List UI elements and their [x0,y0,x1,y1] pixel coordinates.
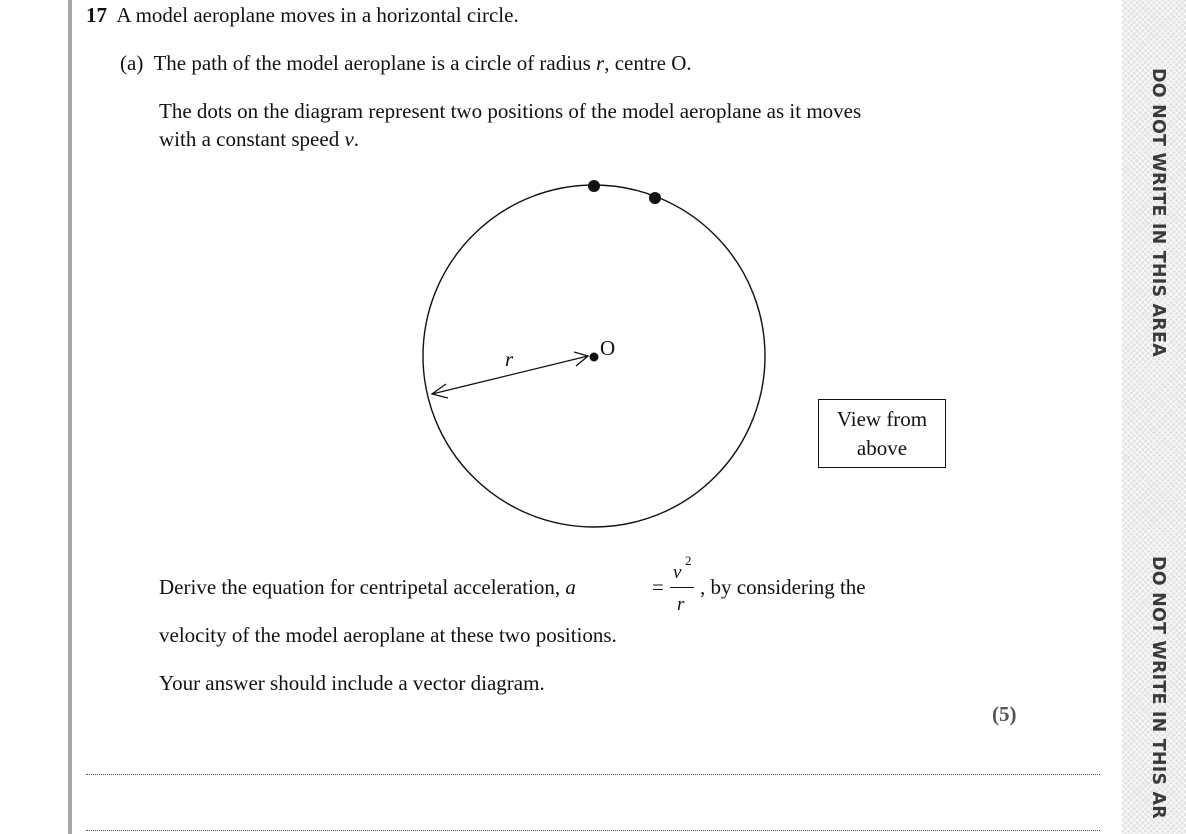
paragraph-line-2-post: . [353,127,360,151]
question-number: 17 [86,3,107,27]
paragraph-line-2-pre: with a constant speed [159,127,345,151]
answer-line-1[interactable] [86,774,1100,775]
derive-equals: = [652,575,664,599]
fraction-exponent: 2 [685,553,692,568]
do-not-write-warning-bottom: DO NOT WRITE IN THIS AR [1148,556,1168,819]
derive-line-2: velocity of the model aeroplane at these two positions. [159,623,617,647]
view-label-line-1: View from [836,407,928,431]
part-a-var-r: r [596,51,605,75]
fraction-denominator: r [677,594,685,615]
derive-text-pre: Derive the equation for centripetal acceleration, [159,575,566,599]
centre-label: O [600,336,616,360]
question-stem: A model aeroplane moves in a horizontal circle. [116,3,519,27]
view-label-line-2: above [856,436,908,460]
radius-label: r [505,347,514,371]
paragraph-line-1: The dots on the diagram represent two positions of the model aeroplane as it moves [159,99,862,123]
derive-var-a: a [565,575,576,599]
answer-line-2[interactable] [86,830,1100,831]
derive-text-post: , by considering the [700,575,866,599]
part-a-label: (a) [120,51,144,75]
fraction-numerator: v [673,562,682,583]
derive-line-pre [159,577,576,598]
do-not-write-warning-top: DO NOT WRITE IN THIS AREA [1148,68,1168,357]
part-a-text-pre: The path of the model aeroplane is a circle of radius [153,51,597,75]
marks-available: (5) [992,702,1017,726]
aeroplane-position-2 [649,192,661,204]
paragraph-var-v: v [344,127,354,151]
fraction-bar [670,587,694,588]
aeroplane-position-1 [588,180,600,192]
centre-dot [590,353,599,362]
view-from-above-box [818,399,946,468]
part-a-text-post: , centre O. [604,51,692,75]
instruction-line: Your answer should include a vector diagram. [159,671,545,695]
